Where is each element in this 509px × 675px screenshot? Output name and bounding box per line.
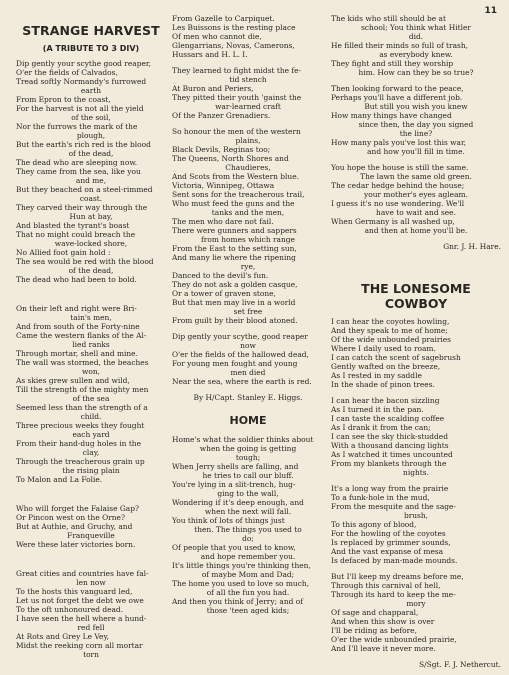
poem-line: They fight and still they worship [331,59,454,68]
poem-line: Great cities and countries have fal- [16,569,149,578]
poem-line: The wall was stormed, the beaches [16,358,149,367]
poem-line: Victoria, Winnipeg, Ottawa [172,181,275,190]
poem-line: And blasted the tyrant's boast [16,221,130,230]
column-left [16,14,166,666]
poem-line: Sent sons for the treacherous trail, [172,190,305,199]
poem-line: of the sea [72,394,110,403]
poem-line: brush, [403,511,429,520]
poem-title: STRANGE HARVEST [22,23,160,38]
poem-line: Is defaced by man-made mounds. [331,556,458,565]
poem-line: The lawn the same old green. [360,172,472,181]
poem-line: Who will forget the Falaise Gap? [16,504,139,513]
poem-line: coast. [79,194,103,203]
poem-line: And from south of the Forty-nine [16,322,140,331]
poem-line: from homes which range [201,235,295,244]
poem-line: The dead who had been to bold. [16,275,137,284]
poem-line: as everybody knew. [379,50,453,59]
poem-line: For the harvest is not all the yield [16,104,144,113]
poem-line: You think of lots of things just [172,516,285,525]
poem-line: the rising plain [62,466,120,475]
poem-line: For young men fought and young [172,359,298,368]
poem-line: The dead who are sleeping now. [16,158,138,167]
poem-line: At Buron and Periers, [172,84,254,93]
poem-line: tid stench [229,75,267,84]
poem-line: Of men who cannot die, [172,32,262,41]
poem-line: I can hear the bacon sizzling [331,396,440,405]
poem-line: They carved their way through the [16,203,148,212]
poem-line: earth [80,86,102,95]
poem-line: Chaudieres, [225,163,271,172]
poem-line: When Jerry shells are falling, and [172,462,299,471]
poem-line: But the earth's rich red is the blood [16,140,151,149]
poem-line: Till the strength of the mighty men [16,385,149,394]
poem-line: I have seen the hell where a hund- [16,614,147,623]
poem-line: of the dead, [68,266,114,275]
poem-line: That no might could breach the [16,230,136,239]
poem-line: Midst the reeking corn all mortar [16,641,143,650]
poem-line: since then, the day you signed [358,120,474,129]
poem-line: nights. [403,468,429,477]
poem-line: The cedar hedge behind the house; [331,181,465,190]
poem-line: No Allied foot gain hold : [16,248,111,257]
poem-line: To this agony of blood, [331,520,417,529]
poem-line: when the next will fall. [204,507,292,516]
poem-line: Of people that you used to know, [172,543,296,552]
poem-line: From the East to the setting sun, [172,244,297,253]
poem-line: To a funk-hole in the mud, [331,493,430,502]
poem-signature: Gnr. J. H. Hare. [443,242,501,251]
poem-line: him. How can they be so true? [358,68,474,77]
poem-line: Then looking forward to the peace, [331,84,464,93]
poem-line: tanks and the men, [211,208,285,217]
poem-line: red fell [77,623,105,632]
poem-line: Glengarrians, Novas, Camerons, [172,41,295,50]
poem-line: tough; [235,453,261,462]
poem-line: With a thousand dancing lights [331,441,449,450]
poem-line: Through the treacherous grain up [16,457,145,466]
poem-line: did. [408,32,424,41]
poem-line: The kids who still should be at [331,14,446,23]
poem-line: As I watched it times uncounted [331,450,453,459]
poem-line: But that men may live in a world [172,298,296,307]
poem-line: From my blankets through the [331,459,447,468]
poem-line: Tread softly Normandy's furrowed [16,77,147,86]
poem-line: But still you wish you knew [364,102,468,111]
poem-line: Through this carnival of hell, [331,581,441,590]
poem-line: From their hand-dug holes in the [16,439,141,448]
poem-line: then. The things you used to [194,525,302,534]
poem-line: The men who dare not fail. [172,217,274,226]
poem-line: child. [80,412,102,421]
poem-line: Of sage and chapparal, [331,608,419,617]
poem-line: Of the wide unbounded prairies [331,335,451,344]
poem-title: HOME [229,414,267,427]
poem-line: set free [233,307,263,316]
stanza [16,504,166,549]
poem-line: So honour the men of the western [172,127,301,136]
poem-line: I'll be riding as before, [331,626,417,635]
poem-line: Who must feed the guns and the [172,199,295,208]
poem-line: To Malon and La Folie. [16,475,103,484]
poem-line: But they beached on a steel-rimmed [16,185,153,194]
poem-line: and then at home you'll be. [364,226,468,235]
poem-line: They came from the sea, like you [16,167,141,176]
poem-line: men died [230,368,266,377]
stanza [172,332,324,386]
stanza [331,572,501,653]
poem-line: Hun at bay, [69,212,113,221]
poem-line: Let us not forget the debt we owe [16,596,144,605]
poem-line: As I drank it from the can; [331,423,431,432]
column-middle [172,14,324,622]
poem-line: In the shade of pinon trees. [331,380,435,389]
poem-line: of the dead, [68,149,114,158]
poem-line: And I'll leave it never more. [331,644,436,653]
poem-line: have to wait and see. [376,208,456,217]
poem-line: They do not ask a golden casque, [172,280,298,289]
poem-line: They learned to fight midst the fe- [172,66,302,75]
poem-line: Of the Panzer Grenadiers. [172,111,271,120]
poem-line: I can see the sky thick-studded [331,432,448,441]
poem-line: torn [83,650,99,659]
poem-line: the line? [399,129,433,138]
stanza [331,84,501,156]
stanza [172,66,324,120]
poem-line: And when this show is over [331,617,435,626]
poem-line: lied ranks [72,340,110,349]
poem-line: Nor the furrows the mark of the [16,122,138,131]
poem-title-line: COWBOY [384,296,448,311]
poem-line: clay, [82,448,100,457]
poem-line: he tries to call our bluff. [202,471,294,480]
poem-line: Or Pincon west on the Orne? [16,513,125,522]
poem-line: Through its hard to keep the me- [331,590,456,599]
poem-line: From Gazelle to Carpiquet. [172,14,275,23]
poem-line: They pitted their youth 'gainst the [172,93,302,102]
poem-line: and me, [75,176,107,185]
poem-line: of the soil, [71,113,111,122]
poem-line: And Scots from the Western blue. [172,172,299,181]
poem-line: len now [76,578,106,587]
poem-line: It's little things you're thinking then, [172,561,311,570]
poem-line: tain's men, [70,313,112,322]
poem-line: There were gunners and sappers [172,226,297,235]
stanza [331,14,501,77]
poem-line: Came the western flanks of the Al- [16,331,147,340]
poem-line: From Epron to the coast, [16,95,111,104]
poem-line: now [240,341,256,350]
poem-line: And then you think of Jerry; and of [172,597,304,606]
poem-line: At Rots and Grey Le Vey, [16,632,110,641]
stanza [16,59,166,284]
stanza [172,435,324,615]
poem-line: From the mesquite and the sage- [331,502,456,511]
poem-line: The sea would be red with the blood [16,257,154,266]
poem-line: I can hear the coyotes howling, [331,317,450,326]
poem-line: and how you'll fill in time. [367,147,465,156]
poem-line: rye, [240,262,256,271]
poem-line: Dip gently your scythe, good reaper [172,332,308,341]
poem-title-line: THE LONESOME [361,281,471,296]
poem-line: And they speak to me of home; [331,326,448,335]
poem-line: Franqueville [67,531,115,540]
poem-line: school; You think what Hitler [361,23,471,32]
poem-line: of all the fun you had. [206,588,290,597]
poem-line: I can taste the scalding coffee [331,414,445,423]
poem-line: plough, [76,131,106,140]
poem-line: O'er the fields of Calvados, [16,68,118,77]
poem-line: Is replaced by grimmer sounds, [331,538,451,547]
stanza [16,569,166,659]
poem-line: I guess it's no use wondering. We'll [331,199,465,208]
stanza [331,484,501,565]
poem-line: But I'll keep my dreams before me, [331,572,464,581]
poem-line: Three precious weeks they fought [16,421,145,430]
poem-line: Black Devils, Reginas too; [172,145,271,154]
stanza [331,396,501,477]
poem-line: As skies grew sullen and wild, [16,376,130,385]
poem-line: Were these later victories born. [16,540,136,549]
poem-line: your mother's eyes agleam. [364,190,468,199]
column-right [331,14,501,669]
poem-line: You're lying in a slit-trench, hug- [172,480,296,489]
poem-line: of maybe Mom and Dad; [201,570,295,579]
poem-line: How many things have changed [331,111,452,120]
poem-line: The Queens, North Shores and [172,154,289,163]
poem-line: Where I daily used to roam. [331,344,436,353]
poem-line: For the howling of the coyotes [331,529,446,538]
poem-line: Home's what the soldier thinks about [172,435,314,444]
poem-line: O'er the wide unbounded prairie, [331,635,457,644]
poem-line: Wondering if it's deep enough, and [172,498,304,507]
poem-line: And the vast expanse of mesa [331,547,444,556]
poem-subtitle: (A TRIBUTE TO 3 DIV) [42,44,140,53]
poem-line: do; [242,534,254,543]
poem-line: O'er the fields of the hallowed dead, [172,350,309,359]
stanza [172,127,324,325]
poem-line: The home you used to love so much, [172,579,310,588]
poem-line: How many pals you've lost this war, [331,138,467,147]
poem-line: Danced to the devil's fun. [172,271,269,280]
poem-line: Near the sea, where the earth is red. [172,377,312,386]
poem-line: As I turned it in the pan. [331,405,424,414]
poem-line: Or a tower of graven stone, [172,289,276,298]
poem-line: I can catch the scent of sagebrush [331,353,461,362]
stanza [172,14,324,59]
poem-line: When Germany is all washed up, [331,217,455,226]
poem-line: Through mortar, shell and mine. [16,349,138,358]
poem-line: plains, [235,136,261,145]
poem-line: those 'teen aged kids; [206,606,290,615]
poem-line: And many lie where the ripening [172,253,296,262]
poem-line: It's a long way from the prairie [331,484,449,493]
poem-line: Hussars and H. L. I. [172,50,248,59]
poem-line: when the going is getting [199,444,297,453]
poem-line: Perhaps you'll have a different job. [331,93,463,102]
poem-line: To the oft unhonoured dead. [16,605,124,614]
poem-line: Seemed less than the strength of a [16,403,148,412]
poem-line: On their left and right were Bri- [16,304,137,313]
poem-title [331,281,501,311]
poem-line: You hope the house is still the same. [331,163,469,172]
poem-line: As I rested in my saddle [331,371,422,380]
poem-line: Gently wafted on the breeze, [331,362,441,371]
poem-line: He filled their minds so full of trash, [331,41,469,50]
stanza [331,317,501,389]
poem-line: Les Buissons is the resting place [172,23,296,32]
poem-line: From guilt by their blood atoned. [172,316,298,325]
poem-line: each yard [72,430,110,439]
poem-signature: By H/Capt. Stanley E. Higgs. [193,393,303,402]
stanza [331,163,501,235]
poem-signature: S/Sgt. F. J. Nethercut. [419,660,501,669]
poem-line: But at Authie, and Gruchy, and [16,522,133,531]
poem-line: wave-locked shore, [54,239,128,248]
poem-line: Dip gently your scythe good reaper, [16,59,151,68]
poem-line: mory [406,599,426,608]
poem-line: ging to the wall, [217,489,279,498]
poem-line: and hope remember you. [200,552,296,561]
stanza [16,304,166,484]
page-number: 11 [484,6,497,16]
poem-line: To the hosts this vanguard led, [16,587,133,596]
poem-line: war-learned craft [215,102,281,111]
poem-line: won, [82,367,100,376]
